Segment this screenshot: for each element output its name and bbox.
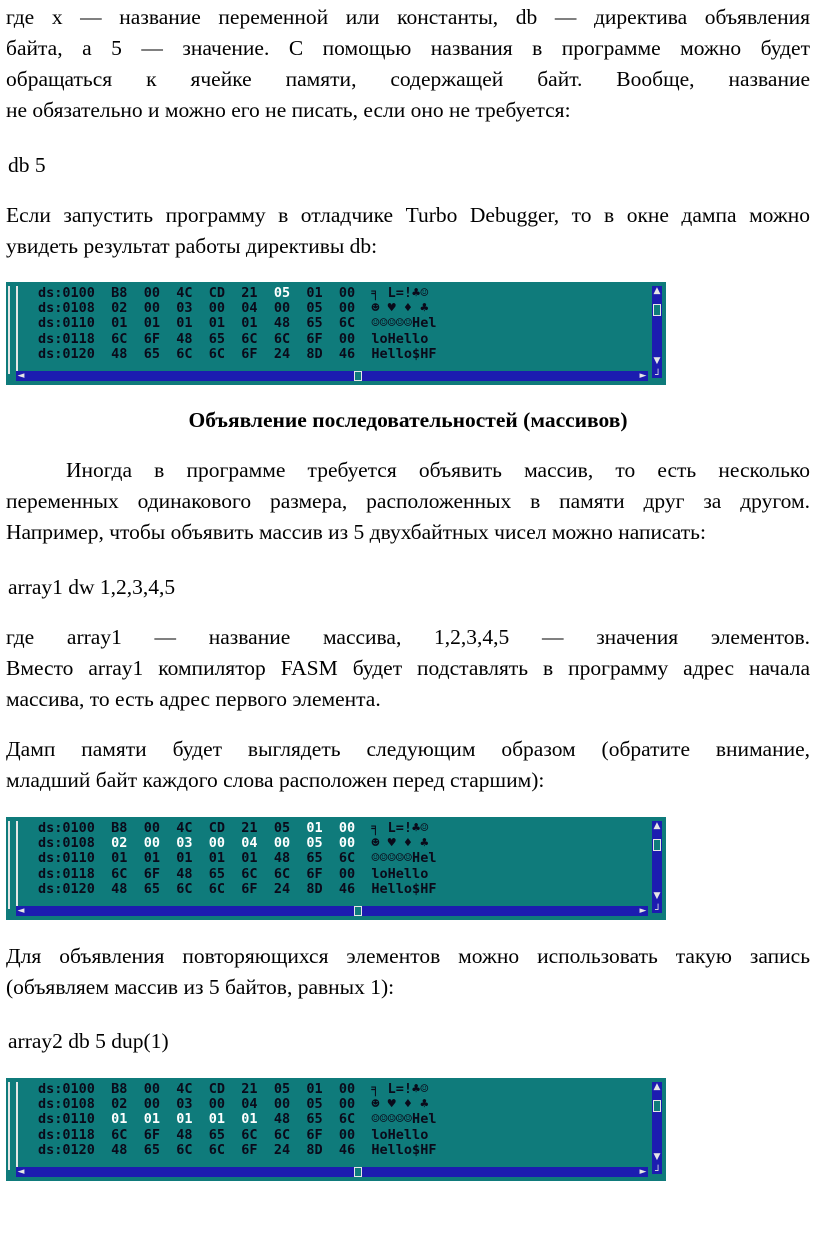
scrollbar-thumb[interactable] <box>354 1167 362 1177</box>
dump-byte[interactable]: 01 <box>208 315 226 332</box>
dump-byte[interactable]: 48 <box>273 1111 291 1128</box>
resize-corner-icon[interactable]: ┘ <box>654 370 662 381</box>
dump-ascii: loHello <box>371 330 429 347</box>
dump-byte[interactable]: 05 <box>273 820 291 836</box>
dump-ascii: ☻ ♥ ♦ ♣ <box>371 300 429 317</box>
dump-ascii: ╕ L=!♣☺ <box>371 820 429 836</box>
paragraph-line: увидеть результат работы директивы db: <box>6 234 378 258</box>
dump-ascii: ☻ ♥ ♦ ♣ <box>371 835 429 852</box>
dump-byte[interactable]: 01 <box>241 315 258 332</box>
scrollbar-thumb[interactable] <box>354 906 362 916</box>
dump-byte[interactable]: 6C <box>208 1141 226 1158</box>
horizontal-scrollbar[interactable] <box>16 1167 648 1177</box>
dump-byte[interactable]: 00 <box>143 285 160 301</box>
dump-byte[interactable]: 04 <box>241 300 258 317</box>
dump-byte[interactable]: 46 <box>338 880 356 897</box>
dump-byte[interactable]: 00 <box>208 835 226 852</box>
dump-address: ds:0120 <box>38 880 95 897</box>
dump-byte[interactable]: CD <box>208 285 226 301</box>
dump-byte[interactable]: 01 <box>111 315 128 332</box>
paragraph-line: (объявляем массив из 5 байтов, равных 1): <box>6 975 395 999</box>
dump-ascii: ☺☺☺☺☺Hel <box>371 315 437 332</box>
dump-rows <box>38 286 436 362</box>
dump-row[interactable] <box>38 1128 436 1143</box>
dump-ascii: ☺☺☺☺☺Hel <box>371 1111 437 1128</box>
dump-byte[interactable]: 48 <box>111 1141 128 1158</box>
dump-address: ds:0108 <box>38 835 95 852</box>
dump-byte[interactable]: 01 <box>143 1111 160 1128</box>
paragraph-line: Дамп памяти будет выглядеть следующим образом (обратите внимание, <box>6 737 810 761</box>
dump-byte[interactable]: 02 <box>111 835 128 852</box>
dump-byte[interactable]: 65 <box>143 880 160 897</box>
scroll-right-icon[interactable]: ► <box>639 906 647 916</box>
dump-byte[interactable]: 6C <box>338 1111 356 1128</box>
dump-byte[interactable]: 01 <box>143 850 160 867</box>
dump-byte[interactable]: 00 <box>273 300 291 317</box>
paragraph-1 <box>6 2 810 126</box>
dump-byte[interactable]: 6F <box>306 330 323 347</box>
dump-byte[interactable]: 65 <box>143 345 160 362</box>
dump-byte[interactable]: 21 <box>241 1081 258 1097</box>
dump-byte[interactable]: 21 <box>241 820 258 836</box>
dump-address: ds:0110 <box>38 1111 95 1128</box>
scroll-down-icon[interactable]: ▼ <box>653 356 661 366</box>
dump-byte[interactable]: 05 <box>306 1096 323 1113</box>
scroll-left-icon[interactable]: ◄ <box>17 371 25 381</box>
dump-byte[interactable]: 01 <box>306 285 323 301</box>
dump-byte[interactable]: 6C <box>176 345 193 362</box>
scroll-down-icon[interactable]: ▼ <box>653 891 661 901</box>
dump-byte[interactable]: 6F <box>306 1126 323 1143</box>
paragraph-line: Вместо array1 компилятор FASM будет подставлять в программу адрес начала <box>6 656 810 680</box>
dump-rows <box>38 821 436 897</box>
dump-byte[interactable]: 05 <box>273 1081 291 1097</box>
window-frame <box>8 1082 18 1170</box>
paragraph-3 <box>6 455 810 548</box>
dump-byte[interactable]: 00 <box>338 330 356 347</box>
dump-byte[interactable]: 00 <box>338 865 356 882</box>
dump-byte[interactable]: 00 <box>143 835 160 852</box>
window-frame <box>8 821 18 909</box>
dump-ascii: ╕ L=!♣☺ <box>371 1081 429 1097</box>
dump-address: ds:0100 <box>38 1081 95 1097</box>
dump-byte[interactable]: 65 <box>208 330 226 347</box>
horizontal-scrollbar[interactable] <box>16 906 648 916</box>
dump-byte[interactable]: 04 <box>241 1096 258 1113</box>
dump-byte[interactable]: 6F <box>306 865 323 882</box>
paragraph-line: младший байт каждого слова расположен перед старшим): <box>6 768 545 792</box>
dump-byte[interactable]: 00 <box>143 1096 160 1113</box>
scrollbar-thumb[interactable] <box>653 1100 661 1112</box>
dump-ascii: Hello$HF <box>371 1141 437 1158</box>
dump-byte[interactable]: 6C <box>273 1126 291 1143</box>
dump-byte[interactable]: 6F <box>143 865 160 882</box>
dump-byte[interactable]: 48 <box>111 880 128 897</box>
dump-address: ds:0118 <box>38 865 95 882</box>
dump-row[interactable] <box>38 882 436 897</box>
debugger-dump-window <box>6 1078 666 1181</box>
dump-ascii: Hello$HF <box>371 880 437 897</box>
dump-byte[interactable]: 6C <box>241 865 258 882</box>
paragraph-line: Например, чтобы объявить массив из 5 двухбайтных чисел можно написать: <box>6 520 706 544</box>
dump-byte[interactable]: 48 <box>111 345 128 362</box>
dump-byte[interactable]: 00 <box>338 1126 356 1143</box>
dump-row[interactable] <box>38 851 436 866</box>
scroll-up-icon[interactable]: ▲ <box>653 1082 661 1092</box>
code-example-1: db 5 <box>8 153 46 177</box>
paragraph-6 <box>6 941 810 1003</box>
dump-byte[interactable]: 00 <box>208 300 226 317</box>
paragraph-line: Иногда в программе требуется объявить массив, то есть несколько <box>66 458 810 482</box>
dump-row[interactable] <box>38 836 436 851</box>
dump-address: ds:0100 <box>38 820 95 836</box>
scrollbar-thumb[interactable] <box>653 304 661 316</box>
dump-byte[interactable]: 01 <box>241 1111 258 1128</box>
dump-byte[interactable]: 01 <box>208 1111 226 1128</box>
paragraph-line: обращаться к ячейке памяти, содержащей байт. Вообще, название <box>6 67 810 91</box>
dump-byte[interactable]: 01 <box>176 315 193 332</box>
paragraph-line: переменных одинакового размера, расположенных в памяти друг за другом. <box>6 489 810 513</box>
dump-byte[interactable]: 65 <box>208 1126 226 1143</box>
scroll-right-icon[interactable]: ► <box>639 371 647 381</box>
dump-byte[interactable]: 48 <box>273 850 291 867</box>
dump-ascii: loHello <box>371 1126 429 1143</box>
paragraph-4 <box>6 622 810 715</box>
dump-byte[interactable]: 65 <box>306 1111 323 1128</box>
dump-byte[interactable]: 6C <box>338 315 356 332</box>
dump-ascii: ☻ ♥ ♦ ♣ <box>371 1096 429 1113</box>
dump-byte[interactable]: 03 <box>176 835 193 852</box>
dump-byte[interactable]: 00 <box>338 820 356 836</box>
dump-row[interactable] <box>38 821 436 836</box>
dump-byte[interactable]: 6F <box>241 345 258 362</box>
dump-byte[interactable]: 01 <box>241 850 258 867</box>
dump-byte[interactable]: 6C <box>241 1126 258 1143</box>
dump-address: ds:0108 <box>38 300 95 317</box>
dump-ascii: loHello <box>371 865 429 882</box>
dump-address: ds:0100 <box>38 285 95 301</box>
dump-byte[interactable]: 02 <box>111 1096 128 1113</box>
dump-row[interactable] <box>38 1097 436 1112</box>
dump-byte[interactable]: CD <box>208 820 226 836</box>
dump-byte[interactable]: 00 <box>273 835 291 852</box>
dump-byte[interactable]: 02 <box>111 300 128 317</box>
dump-byte[interactable]: 05 <box>273 285 291 301</box>
dump-byte[interactable]: 6F <box>241 880 258 897</box>
dump-byte[interactable]: 24 <box>273 345 291 362</box>
dump-byte[interactable]: 6C <box>176 1141 193 1158</box>
dump-address: ds:0110 <box>38 315 95 332</box>
code-example-3: array2 db 5 dup(1) <box>8 1029 169 1053</box>
dump-byte[interactable]: 6C <box>176 880 193 897</box>
dump-byte[interactable]: 48 <box>176 865 193 882</box>
dump-byte[interactable]: 00 <box>143 1081 160 1097</box>
dump-byte[interactable]: 6F <box>241 1141 258 1158</box>
scrollbar-thumb[interactable] <box>653 839 661 851</box>
dump-ascii: Hello$HF <box>371 345 437 362</box>
dump-byte[interactable]: 00 <box>273 1096 291 1113</box>
dump-byte[interactable]: 65 <box>306 315 323 332</box>
dump-byte[interactable]: 01 <box>208 850 226 867</box>
dump-byte[interactable]: 00 <box>338 1096 356 1113</box>
dump-byte[interactable]: 48 <box>176 330 193 347</box>
debugger-dump-window <box>6 817 666 920</box>
dump-row[interactable] <box>38 347 436 362</box>
scroll-down-icon[interactable]: ▼ <box>653 1152 661 1162</box>
dump-address: ds:0120 <box>38 345 95 362</box>
dump-address: ds:0120 <box>38 1141 95 1158</box>
dump-byte[interactable]: 01 <box>111 850 128 867</box>
dump-byte[interactable]: 6C <box>241 330 258 347</box>
paragraph-5 <box>6 734 810 796</box>
section-heading: Объявление последовательностей (массивов) <box>188 408 628 432</box>
dump-byte[interactable]: 00 <box>338 1081 356 1097</box>
dump-byte[interactable]: 8D <box>306 880 323 897</box>
dump-row[interactable] <box>38 301 436 316</box>
resize-corner-icon[interactable]: ┘ <box>654 1166 662 1177</box>
dump-byte[interactable]: 6C <box>273 865 291 882</box>
dump-byte[interactable]: 6C <box>208 345 226 362</box>
dump-byte[interactable]: 00 <box>143 820 160 836</box>
dump-byte[interactable]: 01 <box>306 820 323 836</box>
paragraph-line: массива, то есть адрес первого элемента. <box>6 687 381 711</box>
dump-byte[interactable]: B8 <box>111 820 128 836</box>
dump-byte[interactable]: 04 <box>241 835 258 852</box>
dump-byte[interactable]: CD <box>208 1081 226 1097</box>
dump-address: ds:0108 <box>38 1096 95 1113</box>
scroll-left-icon[interactable]: ◄ <box>17 906 25 916</box>
dump-byte[interactable]: 01 <box>306 1081 323 1097</box>
dump-byte[interactable]: 24 <box>273 1141 291 1158</box>
dump-byte[interactable]: 00 <box>338 835 356 852</box>
code-example-2: array1 dw 1,2,3,4,5 <box>8 575 176 599</box>
dump-byte[interactable]: 00 <box>208 1096 226 1113</box>
dump-byte[interactable]: 6C <box>111 330 128 347</box>
dump-byte[interactable]: 01 <box>111 1111 128 1128</box>
dump-byte[interactable]: 01 <box>176 850 193 867</box>
dump-byte[interactable]: 46 <box>338 345 356 362</box>
dump-address: ds:0118 <box>38 330 95 347</box>
dump-row[interactable] <box>38 286 436 301</box>
dump-rows <box>38 1082 436 1158</box>
dump-byte[interactable]: 01 <box>176 1111 193 1128</box>
dump-byte[interactable]: 00 <box>143 300 160 317</box>
scroll-right-icon[interactable]: ► <box>639 1167 647 1177</box>
dump-byte[interactable]: 6C <box>208 880 226 897</box>
paragraph-line: не обязательно и можно его не писать, если оно не требуется: <box>6 98 571 122</box>
paragraph-line: Для объявления повторяющихся элементов можно использовать такую запись <box>6 944 810 968</box>
dump-row[interactable] <box>38 316 436 331</box>
dump-row[interactable] <box>38 1082 436 1097</box>
dump-byte[interactable]: 8D <box>306 1141 323 1158</box>
paragraph-line: байта, а 5 — значение. С помощью названия в программе можно будет <box>6 36 810 60</box>
dump-address: ds:0110 <box>38 850 95 867</box>
dump-byte[interactable]: 00 <box>338 300 356 317</box>
paragraph-2 <box>6 200 810 262</box>
dump-byte[interactable]: 00 <box>338 285 356 301</box>
paragraph-line: где x — название переменной или константы, db — директива объявления <box>6 5 810 29</box>
dump-row[interactable] <box>38 1112 436 1127</box>
dump-byte[interactable]: 46 <box>338 1141 356 1158</box>
scrollbar-thumb[interactable] <box>354 371 362 381</box>
scroll-up-icon[interactable]: ▲ <box>653 821 661 831</box>
dump-byte[interactable]: 6F <box>143 330 160 347</box>
dump-byte[interactable]: 4C <box>176 1081 193 1097</box>
paragraph-line: где array1 — название массива, 1,2,3,4,5 — значения элементов. <box>6 625 810 649</box>
scroll-up-icon[interactable]: ▲ <box>653 286 661 296</box>
dump-byte[interactable]: 48 <box>176 1126 193 1143</box>
dump-byte[interactable]: 65 <box>208 865 226 882</box>
dump-byte[interactable]: 65 <box>306 850 323 867</box>
dump-byte[interactable]: 6C <box>273 330 291 347</box>
dump-byte[interactable]: 6C <box>111 865 128 882</box>
dump-byte[interactable]: B8 <box>111 285 128 301</box>
dump-byte[interactable]: 24 <box>273 880 291 897</box>
dump-byte[interactable]: 6F <box>143 1126 160 1143</box>
dump-byte[interactable]: B8 <box>111 1081 128 1097</box>
dump-byte[interactable]: 4C <box>176 285 193 301</box>
paragraph-line: Если запустить программу в отладчике Turbo Debugger, то в окне дампа можно <box>6 203 810 227</box>
resize-corner-icon[interactable]: ┘ <box>654 905 662 916</box>
dump-byte[interactable]: 21 <box>241 285 258 301</box>
dump-row[interactable] <box>38 332 436 347</box>
dump-byte[interactable]: 8D <box>306 345 323 362</box>
dump-byte[interactable]: 03 <box>176 1096 193 1113</box>
dump-byte[interactable]: 6C <box>338 850 356 867</box>
debugger-dump-window <box>6 282 666 385</box>
dump-byte[interactable]: 6C <box>111 1126 128 1143</box>
dump-row[interactable] <box>38 867 436 882</box>
horizontal-scrollbar[interactable] <box>16 371 648 381</box>
dump-byte[interactable]: 65 <box>143 1141 160 1158</box>
dump-byte[interactable]: 05 <box>306 835 323 852</box>
window-frame <box>8 286 18 374</box>
dump-byte[interactable]: 05 <box>306 300 323 317</box>
dump-byte[interactable]: 48 <box>273 315 291 332</box>
dump-byte[interactable]: 4C <box>176 820 193 836</box>
dump-byte[interactable]: 01 <box>143 315 160 332</box>
dump-ascii: ☺☺☺☺☺Hel <box>371 850 437 867</box>
dump-ascii: ╕ L=!♣☺ <box>371 285 429 301</box>
dump-row[interactable] <box>38 1143 436 1158</box>
scroll-left-icon[interactable]: ◄ <box>17 1167 25 1177</box>
dump-address: ds:0118 <box>38 1126 95 1143</box>
dump-byte[interactable]: 03 <box>176 300 193 317</box>
